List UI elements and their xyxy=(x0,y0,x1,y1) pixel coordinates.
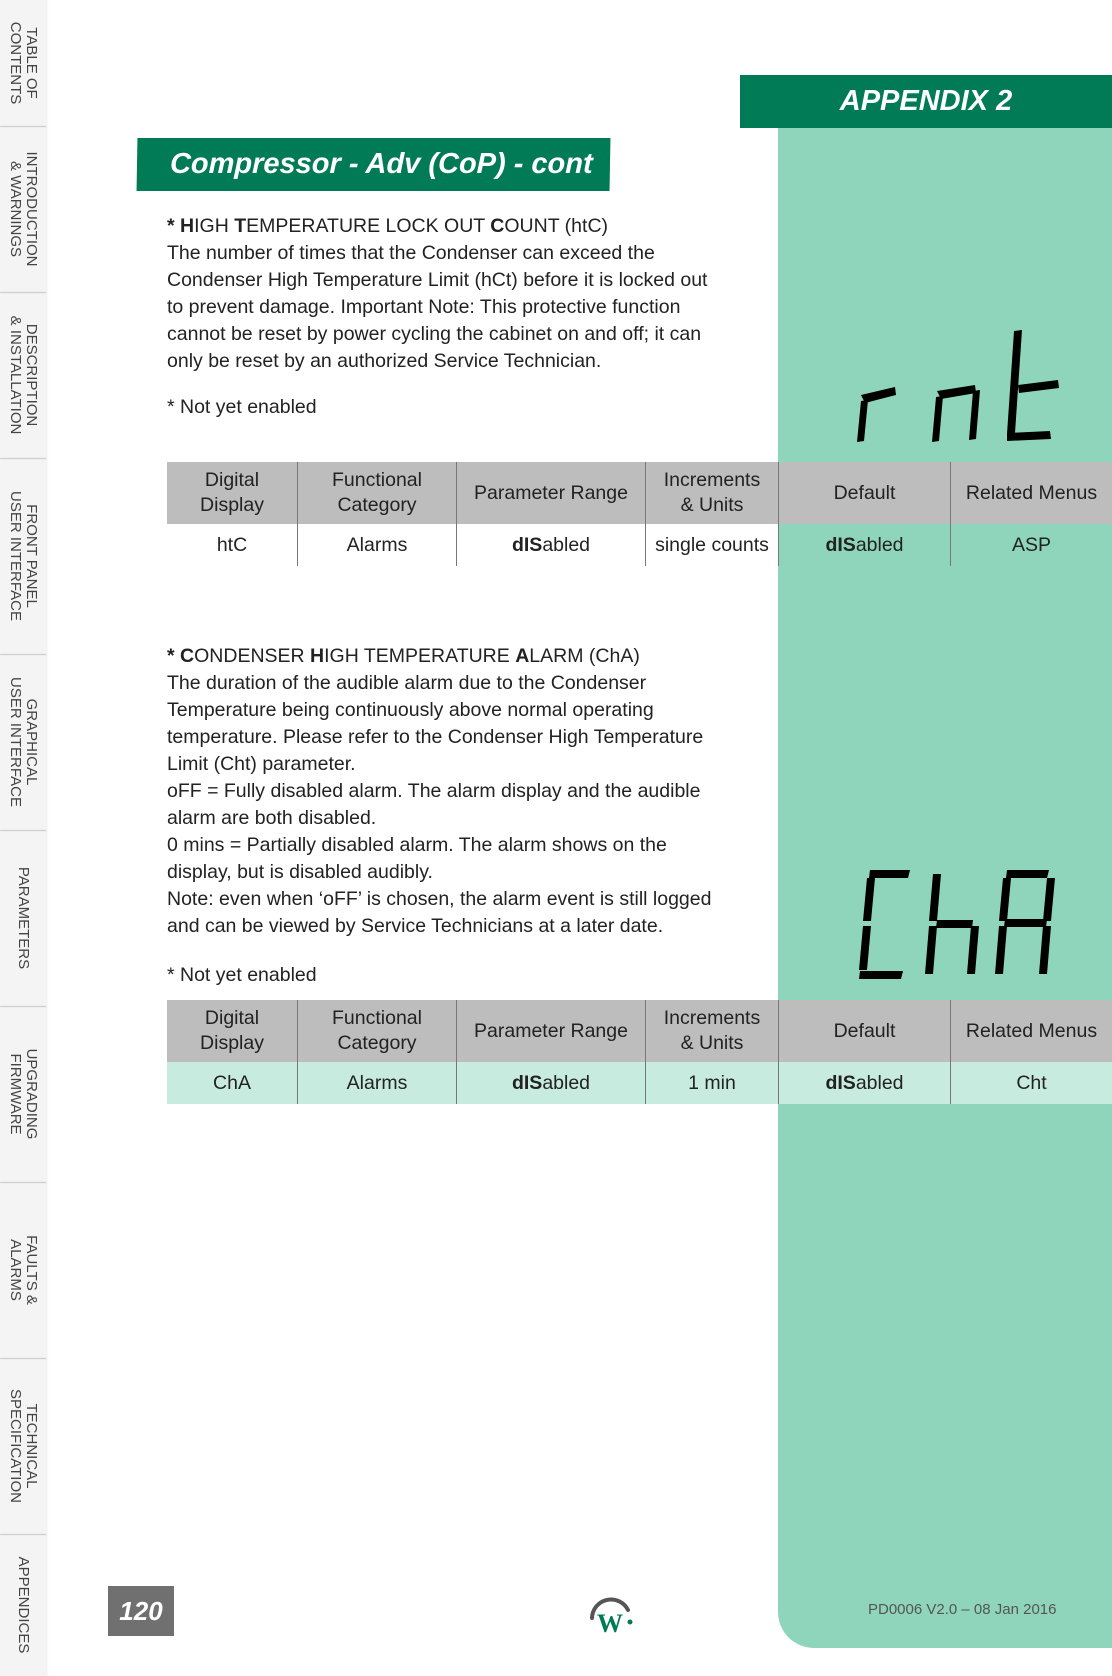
header-default: Default xyxy=(779,462,951,524)
cha-parameter-table xyxy=(167,1000,1112,1104)
table-header-row xyxy=(167,1000,1112,1062)
appendix-banner: APPENDIX 2 xyxy=(740,75,1112,128)
header-digital-display: Digital Display xyxy=(167,1000,298,1062)
header-functional-category: Functional Category xyxy=(298,462,457,524)
cell-parameter-range: dISabled xyxy=(457,524,646,566)
cha-line: display, but is disabled audibly. xyxy=(167,861,433,883)
cell-digital-display: ChA xyxy=(167,1062,298,1104)
cell-default: dISabled xyxy=(779,524,951,566)
cha-note: * Not yet enabled xyxy=(167,964,317,986)
tab-front-panel[interactable]: FRONT PANEL USER INTERFACE xyxy=(0,458,46,655)
cell-functional-category: Alarms xyxy=(298,1062,457,1104)
tab-parameters[interactable]: PARAMETERS xyxy=(0,830,46,1007)
header-default: Default xyxy=(779,1000,951,1062)
section-title: Compressor - Adv (CoP) - cont xyxy=(137,138,611,191)
lcd-display-rnt xyxy=(855,325,1075,451)
header-parameter-range: Parameter Range xyxy=(457,1000,646,1062)
page-number: 120 xyxy=(108,1586,174,1636)
htc-line: only be reset by an authorized Service Technician. xyxy=(167,350,602,372)
cha-heading: * CONDENSER HIGH TEMPERATURE ALARM (ChA) xyxy=(167,645,640,667)
header-functional-category: Functional Category xyxy=(298,1000,457,1062)
cell-default: dISabled xyxy=(779,1062,951,1104)
htc-line: The number of times that the Condenser can exceed the xyxy=(167,242,655,264)
header-related-menus: Related Menus xyxy=(951,1000,1112,1062)
cha-line: The duration of the audible alarm due to the Condenser xyxy=(167,672,647,694)
header-parameter-range: Parameter Range xyxy=(457,462,646,524)
cha-line: 0 mins = Partially disabled alarm. The alarm shows on the xyxy=(167,834,667,856)
tab-upgrading-firmware[interactable]: UPGRADING FIRMWARE xyxy=(0,1006,46,1183)
cha-line: Note: even when ‘oFF’ is chosen, the alarm event is still logged xyxy=(167,888,712,910)
tab-table-of-contents[interactable]: TABLE OF CONTENTS xyxy=(0,0,46,127)
htc-line: Condenser High Temperature Limit (hCt) before it is locked out xyxy=(167,269,708,291)
table-row xyxy=(167,524,1112,566)
htc-description xyxy=(167,213,767,375)
tab-technical-specification[interactable]: TECHNICAL SPECIFICATION xyxy=(0,1358,46,1535)
table-row xyxy=(167,1062,1112,1104)
cell-related-menus: Cht xyxy=(951,1062,1112,1104)
table-header-row xyxy=(167,462,1112,524)
cha-line: oFF = Fully disabled alarm. The alarm display and the audible xyxy=(167,780,701,802)
cell-increments: single counts xyxy=(646,524,779,566)
cell-functional-category: Alarms xyxy=(298,524,457,566)
header-increments-units: Increments & Units xyxy=(646,462,779,524)
tab-introduction[interactable]: INTRODUCTION & WARNINGS xyxy=(0,126,46,293)
header-increments-units: Increments & Units xyxy=(646,1000,779,1062)
cha-line: temperature. Please refer to the Condenser High Temperature xyxy=(167,726,704,748)
tab-appendices[interactable]: APPENDICES xyxy=(0,1534,46,1676)
cha-line: and can be viewed by Service Technicians at a later date. xyxy=(167,915,664,937)
company-logo-icon xyxy=(584,1588,636,1638)
sidebar-tabs xyxy=(0,0,46,1676)
header-digital-display: Digital Display xyxy=(167,462,298,524)
htc-parameter-table xyxy=(167,462,1112,566)
htc-line: to prevent damage. Important Note: This protective function xyxy=(167,296,681,318)
htc-note: * Not yet enabled xyxy=(167,396,317,418)
htc-line: cannot be reset by power cycling the cabinet on and off; it can xyxy=(167,323,702,345)
tab-graphical[interactable]: GRAPHICAL USER INTERFACE xyxy=(0,654,46,831)
cha-line: Limit (Cht) parameter. xyxy=(167,753,356,775)
lcd-display-cha xyxy=(855,864,1075,990)
cha-line: Temperature being continuously above normal operating xyxy=(167,699,654,721)
document-reference: PD0006 V2.0 – 08 Jan 2016 xyxy=(868,1601,1057,1618)
htc-heading: * HIGH TEMPERATURE LOCK OUT COUNT (htC) xyxy=(167,215,609,237)
cell-parameter-range: dISabled xyxy=(457,1062,646,1104)
header-related-menus: Related Menus xyxy=(951,462,1112,524)
cell-related-menus: ASP xyxy=(1011,533,1052,556)
cell-increments: 1 min xyxy=(646,1062,779,1104)
svg-text:W: W xyxy=(597,1609,623,1638)
cell-digital-display: htC xyxy=(167,524,298,566)
cha-line: alarm are both disabled. xyxy=(167,807,377,829)
cha-description xyxy=(167,643,767,940)
tab-faults-alarms[interactable]: FAULTS & ALARMS xyxy=(0,1182,46,1359)
tab-description[interactable]: DESCRIPTION & INSTALLATION xyxy=(0,292,46,459)
